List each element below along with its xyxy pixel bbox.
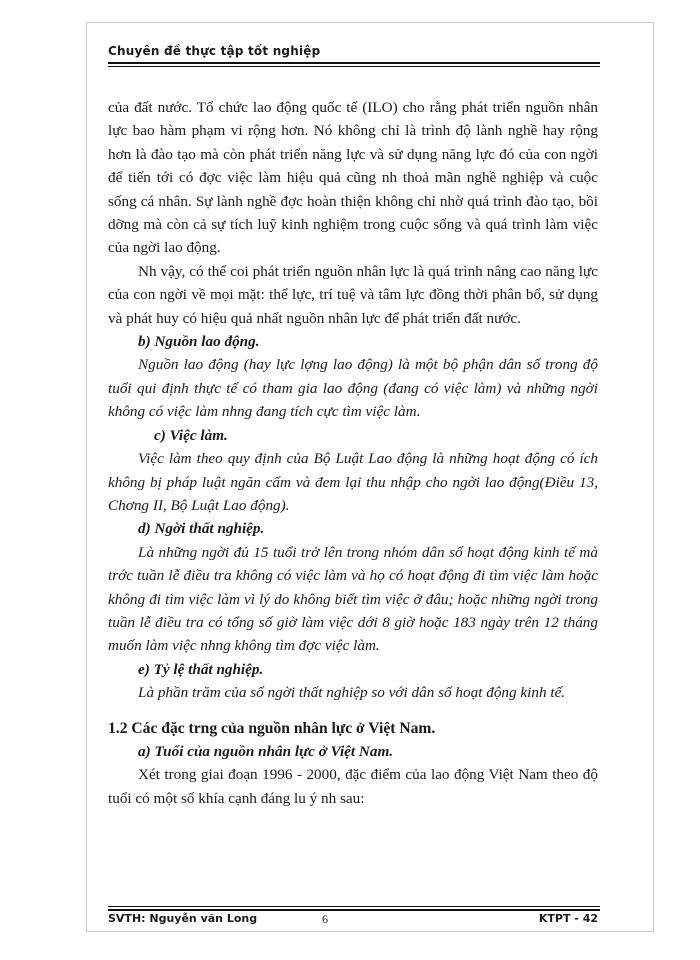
header-rule-thin <box>108 66 600 67</box>
definition-nguoi-that-nghiep: Là những ngời đủ 15 tuổi trở lên trong nhóm dân số hoạt động kinh tế mà trớc tuần lễ điều tra không có việc làm và họ có hoạt động đi tìm việc làm hoặc không đi tìm việc làm vì lý do không biết tìm việc ở đâu; hoặc những ngời trong tuần lễ điều tra có tổng số giờ làm việc dới 8 giờ hoặc 183 ngày trên 12 tháng muốn làm việc nhng không tìm đợc việc làm. <box>108 543 598 655</box>
paragraph-ilo: của đất nước. Tổ chức lao động quốc tế (ILO) cho rằng phát triển nguồn nhân lực bao hàm phạm vi rộng hơn. Nó không chỉ là trình độ lành nghề hay rộng hơn là đào tạo mà còn phát triển năng lực và sử dụng năng lực đó của con ngời để tiến tới có đợc việc làm hiệu quả cũng nh thoả mãn nghề nghiệp và cuộc sống cá nhân. Sự lành nghề đợc hoàn thiện không chỉ nhờ quá trình đào tạo, bồi dỡng mà còn cả sự tích luỹ kinh nghiệm trong cuộc sống và quá trình làm việc của ngời lao động. <box>108 99 598 257</box>
footer-class: KTPT - 42 <box>538 912 598 925</box>
footer-author: SVTH: Nguyễn văn Long <box>108 912 258 925</box>
heading-ty-le-that-nghiep: e) Tỷ lệ thất nghiệp. <box>138 660 264 678</box>
definition-nguon-lao-dong: Nguồn lao động (hay lực lợng lao động) là một bộ phận dân số trong độ tuổi qui định thực tế có tham gia lao động (đang có việc làm) và những ngời không có việc làm nhng đang tích cực tìm việc làm. <box>108 356 598 421</box>
running-header: Chuyên đề thực tập tốt nghiệp <box>108 44 321 58</box>
paragraph-summary: Nh vậy, có thể coi phát triển nguồn nhân lực là quá trình nâng cao năng lực của con ngời về mọi mặt: thể lực, trí tuệ và tâm lực đồng thời phân bổ, sử dụng và phát huy có hiệu quả nhất nguồn nhân lực để phát triển đất nước. <box>108 262 598 327</box>
heading-nguoi-that-nghiep: d) Ngời thất nghiệp. <box>138 520 265 538</box>
heading-tuoi-nguon-nhan-luc: a) Tuổi của nguồn nhân lực ở Việt Nam. <box>138 742 394 760</box>
definition-viec-lam: Việc làm theo quy định của Bộ Luật Lao động là những hoạt động có ích không bị pháp luật ngăn cấm và đem lại thu nhập cho ngời lao động(Điều 13, Chơng II, Bộ Luật Lao động). <box>108 450 598 514</box>
footer-rule-thin <box>108 906 600 907</box>
heading-nguon-lao-dong: b) Nguồn lao động. <box>138 333 260 351</box>
running-footer <box>108 912 598 928</box>
header-rule <box>108 62 600 64</box>
footer-rule <box>108 909 600 911</box>
section-title: 1.2 Các đặc trng của nguồn nhân lực ở Việt Nam. <box>108 719 436 737</box>
document-body <box>108 96 598 810</box>
page-number: 6 <box>322 912 328 926</box>
definition-ty-le-that-nghiep: Là phần trăm của số ngời thất nghiệp so với dân số hoạt động kinh tế. <box>138 684 566 702</box>
paragraph-tuoi: Xét trong giai đoạn 1996 - 2000, đặc điểm của lao động Việt Nam theo độ tuổi có một số khía cạnh đáng lu ý nh sau: <box>108 766 598 807</box>
heading-viec-lam: c) Việc làm. <box>154 426 228 444</box>
